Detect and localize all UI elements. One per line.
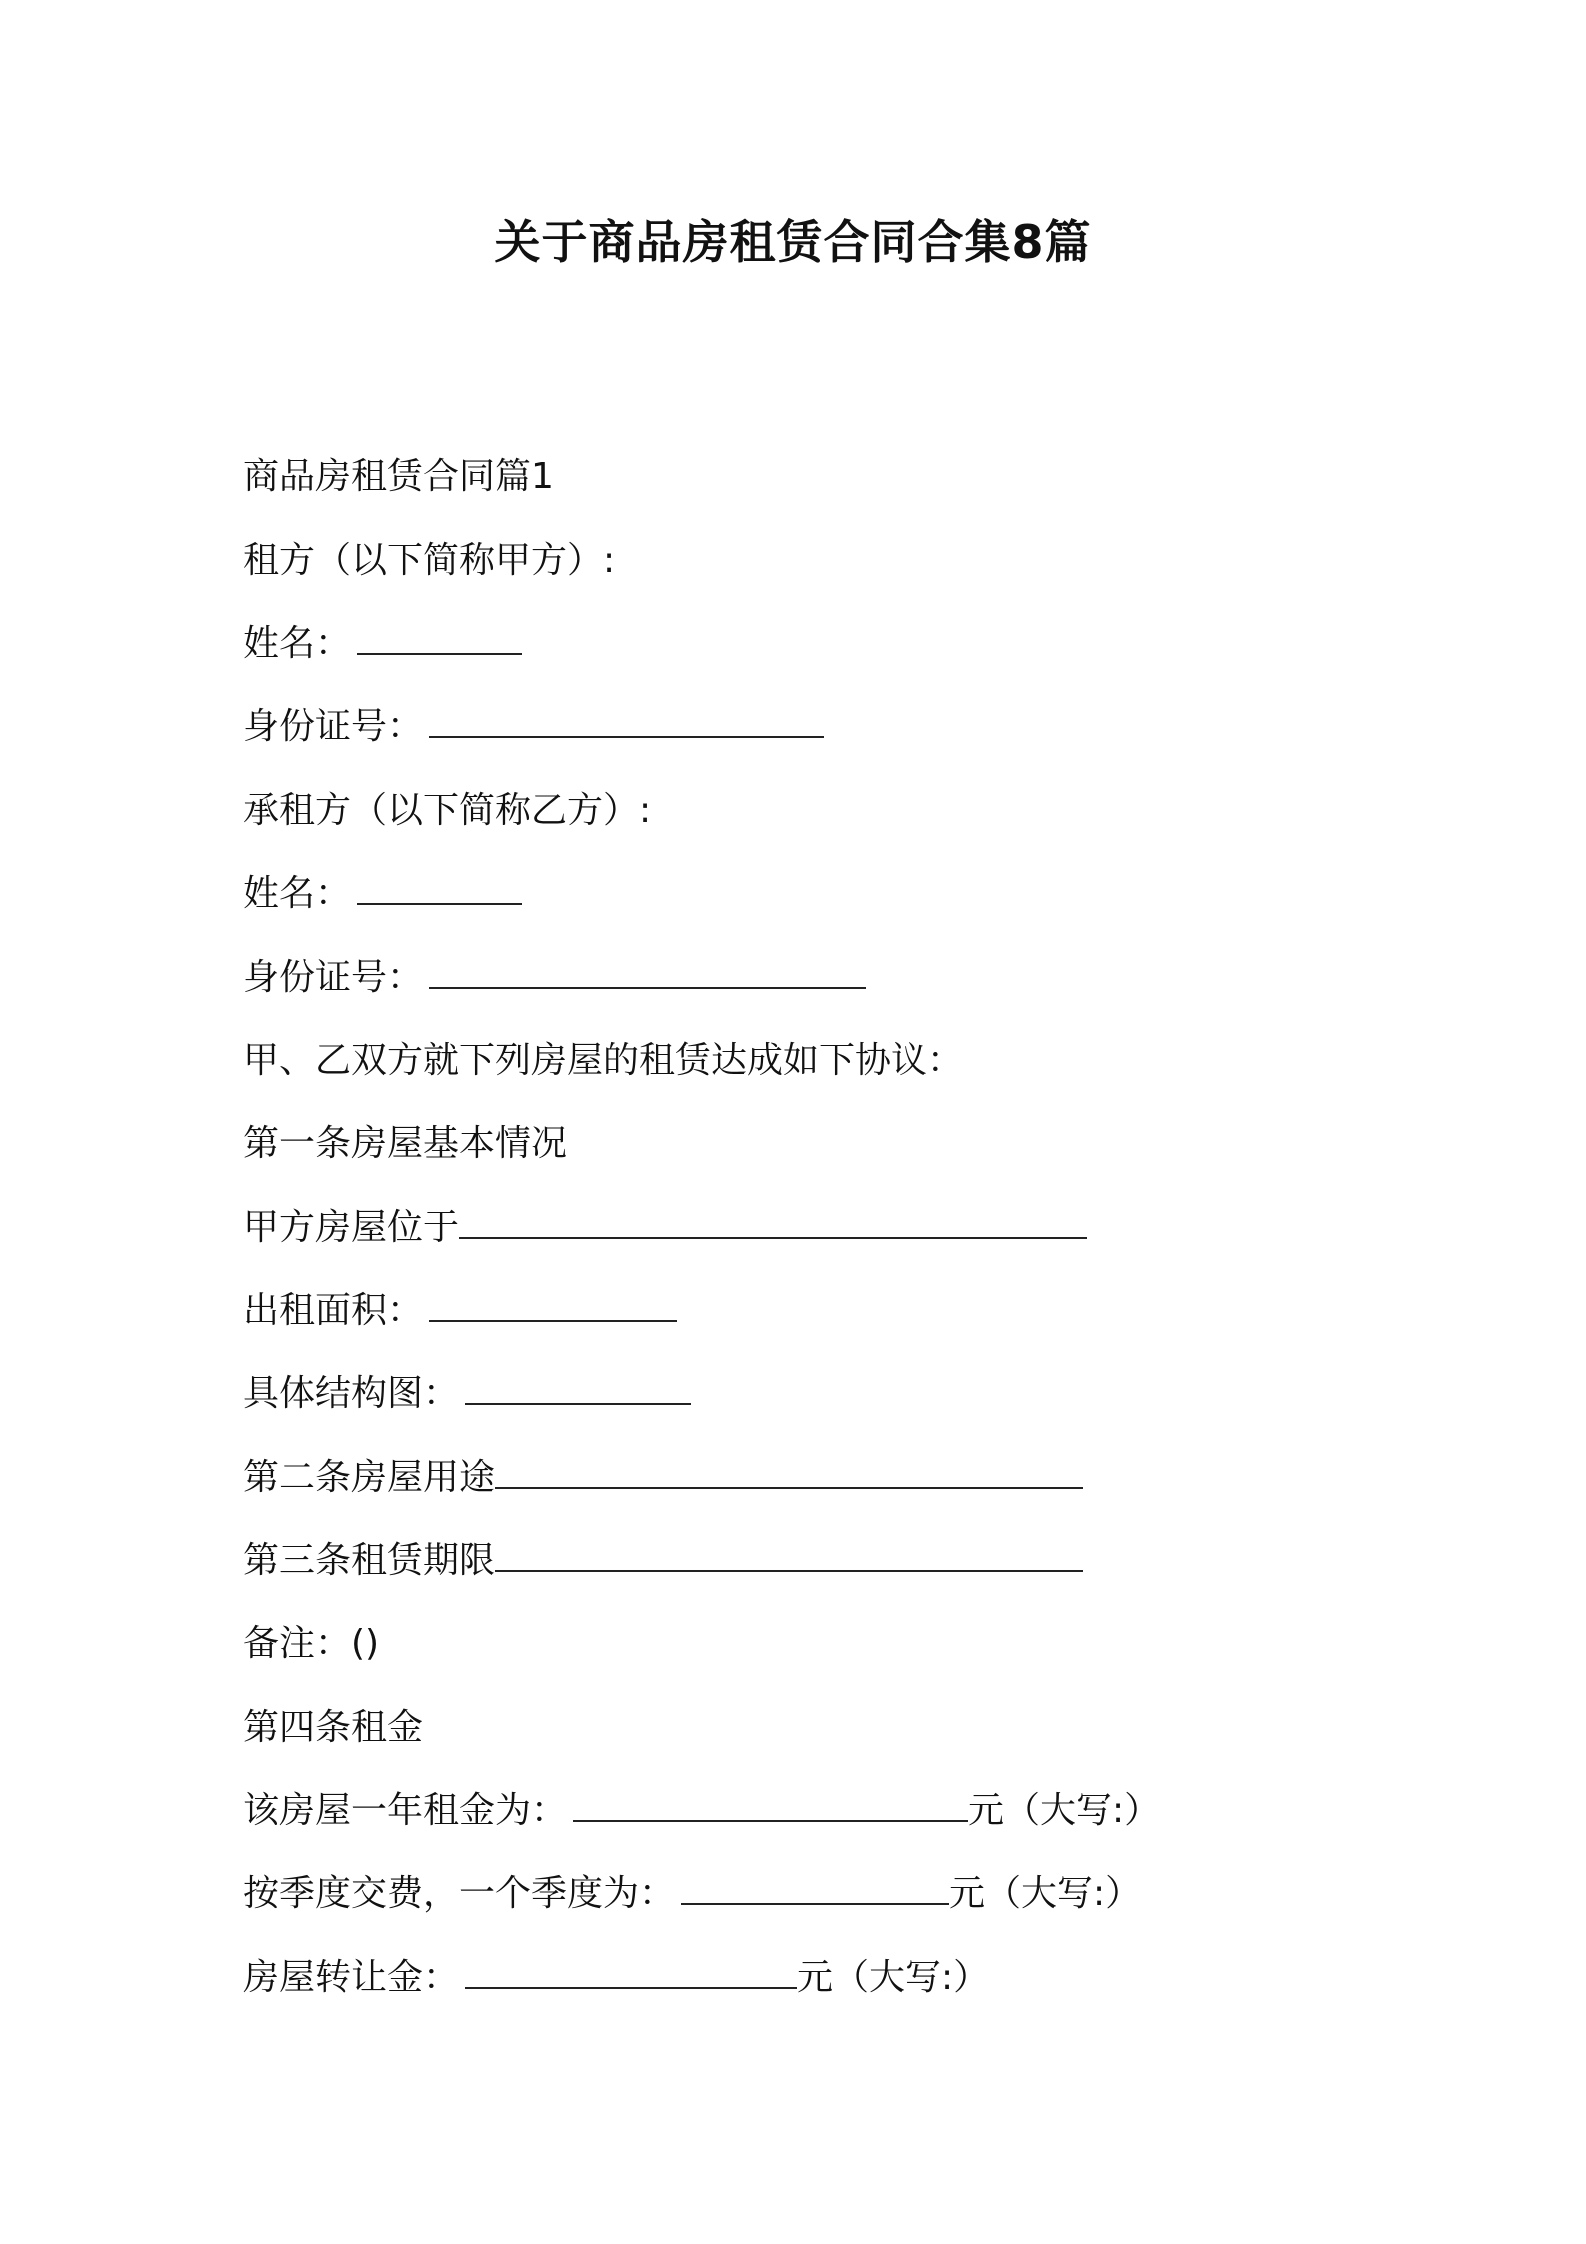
page-title: 关于商品房租赁合同合集8篇 xyxy=(494,215,1092,269)
lessee-id-field xyxy=(243,953,866,1003)
fill-blank[interactable] xyxy=(495,1459,1083,1489)
line-text: 身份证号： xyxy=(243,706,424,747)
line-suffix: 元（大写:） xyxy=(968,1790,1161,1831)
article-3-field xyxy=(243,1536,1083,1586)
line-text: 具体结构图： xyxy=(243,1373,460,1414)
article-4-heading xyxy=(243,1703,423,1753)
lessee-name-field xyxy=(243,869,522,919)
fill-blank[interactable] xyxy=(459,1209,1087,1239)
fill-blank[interactable] xyxy=(495,1542,1083,1572)
line-suffix: 元（大写:） xyxy=(949,1873,1142,1914)
agreement-intro xyxy=(243,1036,963,1086)
lessor-heading xyxy=(243,536,615,586)
line-suffix: 元（大写:） xyxy=(797,1957,990,1998)
lessor-name-field xyxy=(243,619,522,669)
line-text: 出租面积： xyxy=(243,1290,424,1331)
section-heading xyxy=(243,452,554,502)
line-text: 甲方房屋位于 xyxy=(243,1207,460,1248)
line-text: 备注：() xyxy=(243,1623,380,1664)
fill-blank[interactable] xyxy=(357,625,522,655)
fill-blank[interactable] xyxy=(573,1792,968,1822)
fill-blank[interactable] xyxy=(357,875,522,905)
line-text: 身份证号： xyxy=(243,957,424,998)
property-location-field xyxy=(243,1203,1087,1253)
line-text: 第三条租赁期限 xyxy=(243,1540,496,1581)
line-text: 第一条房屋基本情况 xyxy=(243,1123,568,1164)
fill-blank[interactable] xyxy=(465,1375,691,1405)
quarterly-rent-field xyxy=(243,1869,1141,1919)
line-text: 租方（以下简称甲方）: xyxy=(243,540,616,581)
line-text: 姓名： xyxy=(243,873,352,914)
article-2-field xyxy=(243,1453,1083,1503)
fill-blank[interactable] xyxy=(465,1959,797,1989)
lessee-heading xyxy=(243,786,651,836)
remarks-line xyxy=(243,1619,379,1669)
fill-blank[interactable] xyxy=(429,1292,677,1322)
annual-rent-field xyxy=(243,1786,1160,1836)
line-text: 该房屋一年租金为： xyxy=(243,1790,568,1831)
article-1-heading xyxy=(243,1119,567,1169)
line-text: 承租方（以下简称乙方）: xyxy=(243,790,652,831)
line-text: 甲、乙双方就下列房屋的租赁达成如下协议： xyxy=(243,1040,964,1081)
line-text: 按季度交费，一个季度为： xyxy=(243,1873,676,1914)
line-text: 房屋转让金： xyxy=(243,1957,460,1998)
fill-blank[interactable] xyxy=(681,1875,949,1905)
transfer-fee-field xyxy=(243,1953,989,2003)
lessor-id-field xyxy=(243,702,824,752)
line-text: 第四条租金 xyxy=(243,1707,424,1748)
rental-area-field xyxy=(243,1286,677,1336)
structure-diagram-field xyxy=(243,1369,691,1419)
line-text: 姓名： xyxy=(243,623,352,664)
fill-blank[interactable] xyxy=(429,708,824,738)
line-text: 商品房租赁合同篇1 xyxy=(243,456,554,497)
fill-blank[interactable] xyxy=(429,959,866,989)
line-text: 第二条房屋用途 xyxy=(243,1457,496,1498)
